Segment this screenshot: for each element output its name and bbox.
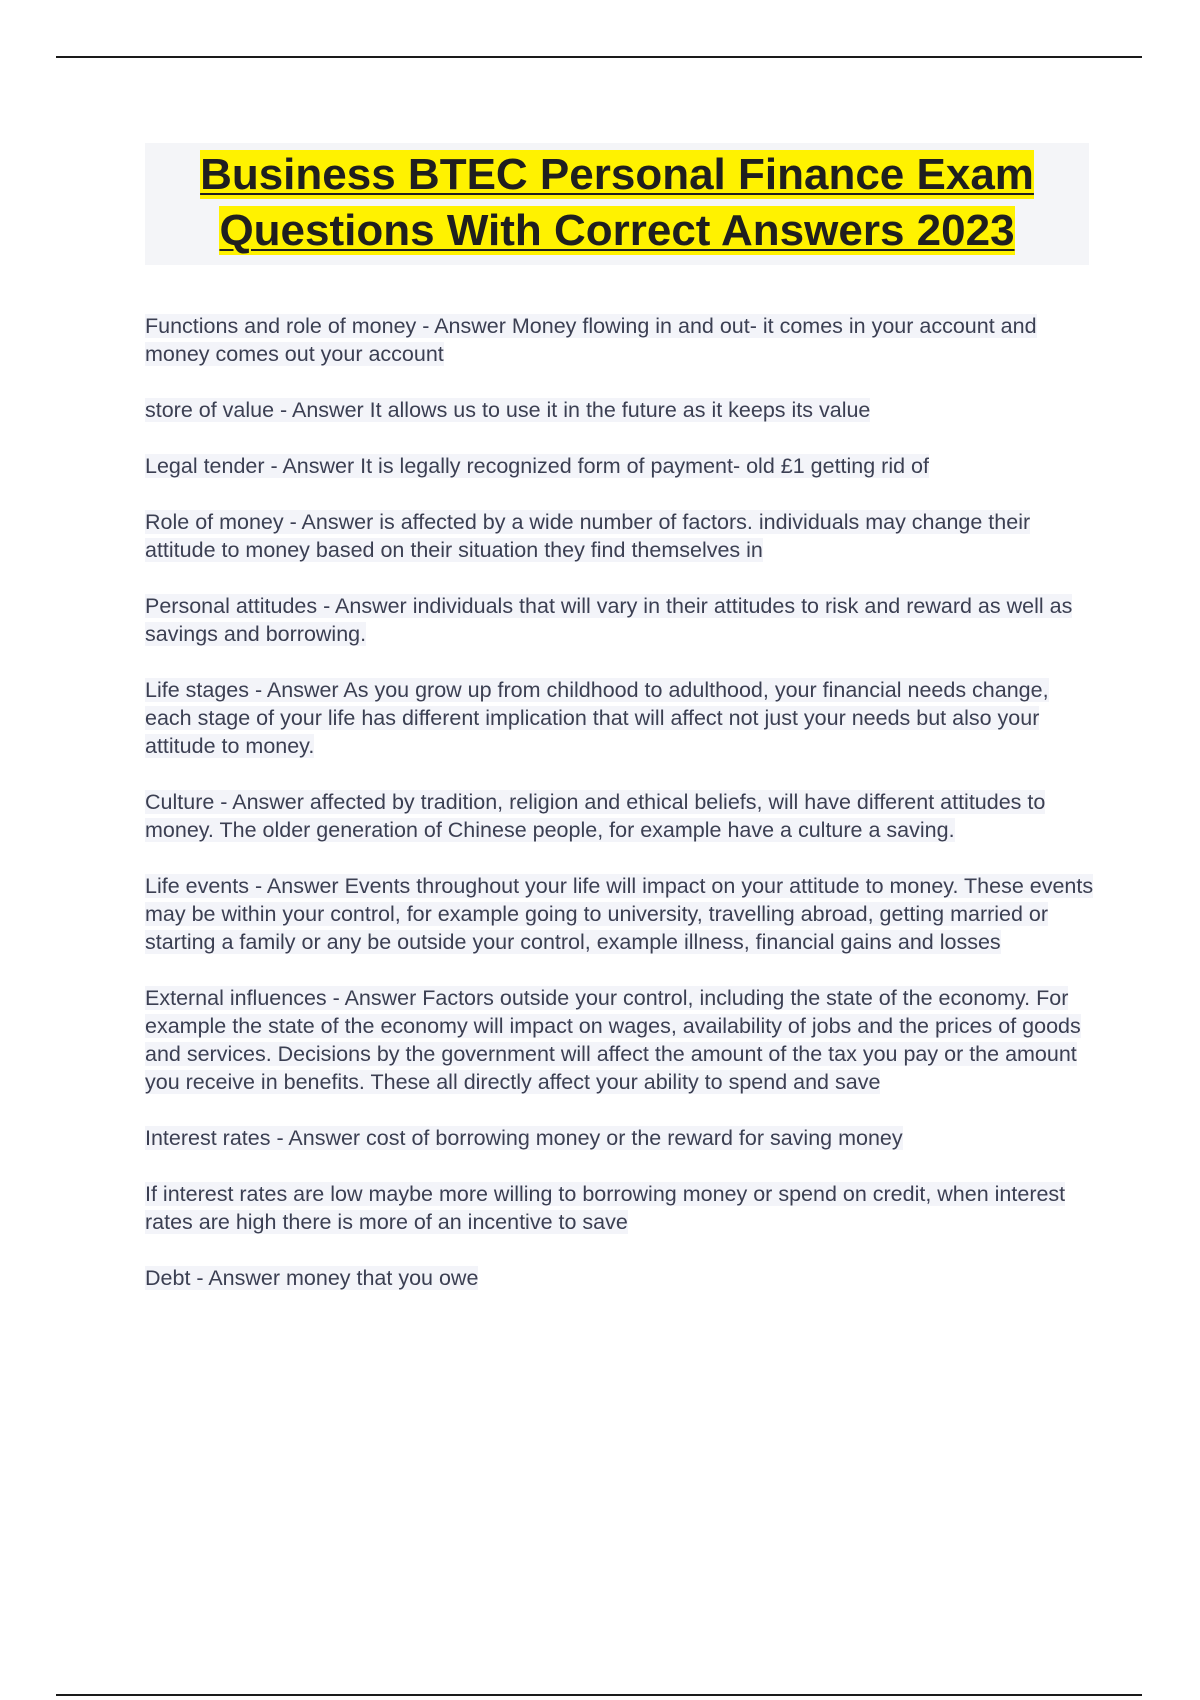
qa-list xyxy=(145,312,1095,1320)
qa-item-text: Life stages - Answer As you grow up from childhood to adulthood, your financial needs change, each stage of your life has different implication that will affect not just your needs but also your attitude to money. xyxy=(145,678,1049,758)
qa-item-text: store of value - Answer It allows us to use it in the future as it keeps its value xyxy=(145,398,871,422)
qa-item-functions-role-of-money xyxy=(145,312,1095,368)
qa-item-text: External influences - Answer Factors outside your control, including the state of the economy. For example the state of the economy will impact on wages, availability of jobs and the prices of goods and services. Decisions by the government will affect the amount of the tax you pay or the amount you receive in benefits. These all directly affect your ability to spend and save xyxy=(145,986,1081,1094)
qa-item-legal-tender xyxy=(145,452,1095,480)
qa-item-interest-rates-note xyxy=(145,1180,1095,1236)
qa-item-culture xyxy=(145,788,1095,844)
qa-item-personal-attitudes xyxy=(145,592,1095,648)
bottom-rule xyxy=(56,1694,1142,1696)
title-line-2: Questions With Correct Answers 2023 xyxy=(219,206,1015,255)
qa-item-life-events xyxy=(145,872,1095,956)
qa-item-debt xyxy=(145,1264,1095,1292)
document-title xyxy=(145,143,1089,265)
qa-item-store-of-value xyxy=(145,396,1095,424)
qa-item-text: Functions and role of money - Answer Money flowing in and out- it comes in your account and money comes out your account xyxy=(145,314,1037,366)
qa-item-text: Legal tender - Answer It is legally recognized form of payment- old £1 getting rid of xyxy=(145,454,929,478)
qa-item-text: Personal attitudes - Answer individuals that will vary in their attitudes to risk and reward as well as savings and borrowing. xyxy=(145,594,1073,646)
qa-item-text: If interest rates are low maybe more willing to borrowing money or spend on credit, when interest rates are high there is more of an incentive to save xyxy=(145,1182,1066,1234)
qa-item-life-stages xyxy=(145,676,1095,760)
top-rule xyxy=(56,56,1142,58)
qa-item-text: Culture - Answer affected by tradition, religion and ethical beliefs, will have different attitudes to money. The older generation of Chinese people, for example have a culture a saving. xyxy=(145,790,1046,842)
qa-item-role-of-money xyxy=(145,508,1095,564)
qa-item-text: Life events - Answer Events throughout your life will impact on your attitude to money. These events may be within your control, for example going to university, travelling abroad, getting married or starting a family or any be outside your control, example illness, financial gains and losses xyxy=(145,874,1094,954)
qa-item-external-influences xyxy=(145,984,1095,1096)
title-line-1: Business BTEC Personal Finance Exam xyxy=(200,150,1034,199)
qa-item-text: Debt - Answer money that you owe xyxy=(145,1266,479,1290)
qa-item-text: Interest rates - Answer cost of borrowing money or the reward for saving money xyxy=(145,1126,903,1150)
qa-item-text: Role of money - Answer is affected by a wide number of factors. individuals may change their attitude to money based on their situation they find themselves in xyxy=(145,510,1031,562)
qa-item-interest-rates xyxy=(145,1124,1095,1152)
